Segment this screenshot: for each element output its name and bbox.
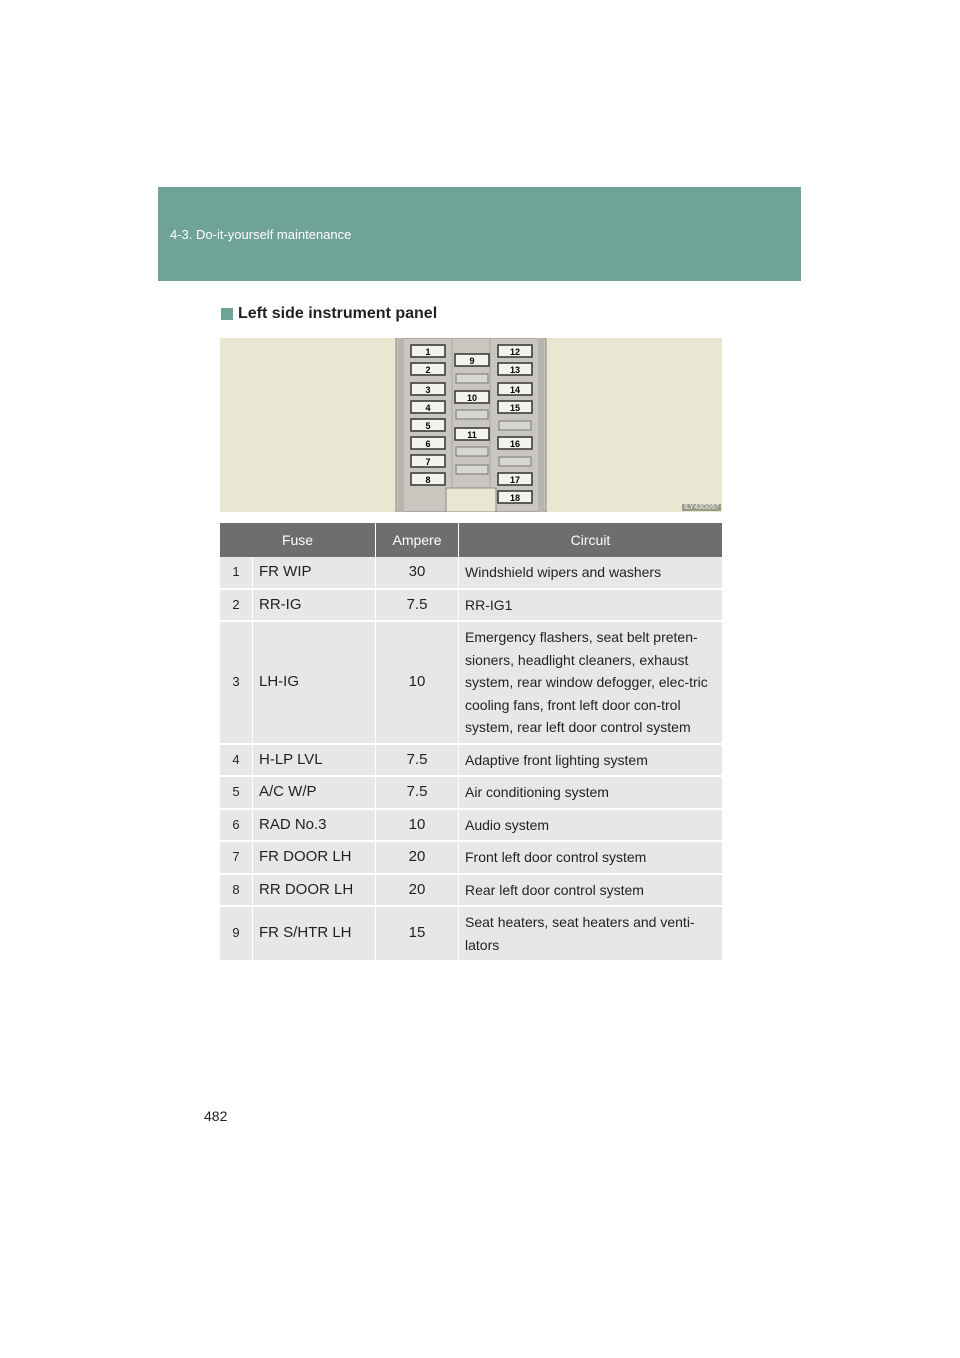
fuse-ampere: 10	[376, 809, 459, 842]
svg-text:6: 6	[425, 439, 431, 449]
fuse-circuit: Seat heaters, seat heaters and venti-lators	[459, 906, 723, 961]
fuse-number: 2	[220, 589, 253, 622]
fuse-name: FR WIP	[253, 557, 376, 589]
fuse-box-figure	[220, 338, 722, 512]
fuse-slot-13	[498, 363, 532, 375]
fuse-number: 9	[220, 906, 253, 961]
svg-text:13: 13	[509, 365, 521, 375]
fuse-circuit: Emergency flashers, seat belt preten-sioners, headlight cleaners, exhaust system, rear window defogger, elec-tric cooling fans, front left door con-trol system, rear left door control system	[459, 621, 723, 744]
section-title: 4-3. Do-it-yourself maintenance	[170, 227, 352, 242]
fuse-slot-14	[498, 383, 532, 395]
svg-text:7: 7	[425, 457, 431, 467]
empty-slot	[456, 447, 488, 456]
empty-slot	[456, 374, 488, 383]
fuse-circuit: Adaptive front lighting system	[459, 744, 723, 777]
fuse-name: FR DOOR LH	[253, 841, 376, 874]
svg-text:14: 14	[509, 385, 521, 395]
heading-square-icon	[221, 308, 233, 320]
fuse-circuit: Rear left door control system	[459, 874, 723, 907]
fuse-slot-11	[455, 428, 489, 440]
svg-text:18: 18	[509, 493, 521, 503]
table-row	[220, 744, 722, 777]
fuse-number: 3	[220, 621, 253, 744]
fuse-ampere: 7.5	[376, 589, 459, 622]
table-row	[220, 589, 722, 622]
empty-slot	[456, 410, 488, 419]
fuse-slot-10	[455, 391, 489, 403]
page-number: 482	[204, 1108, 228, 1124]
header-band	[158, 187, 801, 281]
fuse-slot-4	[411, 401, 445, 413]
fuse-number: 1	[220, 557, 253, 589]
svg-text:15: 15	[509, 403, 521, 413]
svg-text:11: 11	[467, 430, 477, 440]
fuse-name: RAD No.3	[253, 809, 376, 842]
fuse-name: H-LP LVL	[253, 744, 376, 777]
fuse-number: 7	[220, 841, 253, 874]
fuse-number: 8	[220, 874, 253, 907]
fuse-box-diagram	[220, 338, 722, 512]
fuse-number: 6	[220, 809, 253, 842]
fuse-slot-8	[411, 473, 445, 485]
svg-text:10: 10	[466, 393, 478, 403]
table-row	[220, 906, 722, 961]
svg-text:1: 1	[425, 347, 431, 357]
svg-text:3: 3	[425, 385, 431, 395]
fuse-slot-15	[498, 401, 532, 413]
fuse-ampere: 7.5	[376, 744, 459, 777]
table-row	[220, 776, 722, 809]
fuse-ampere: 10	[376, 621, 459, 744]
svg-text:5: 5	[425, 421, 431, 431]
fuse-name: LH-IG	[253, 621, 376, 744]
fuse-circuit: Front left door control system	[459, 841, 723, 874]
fuse-slot-6	[411, 437, 445, 449]
fuse-number: 4	[220, 744, 253, 777]
svg-text:9: 9	[469, 356, 475, 366]
fuse-slot-17	[498, 473, 532, 485]
fuse-circuit: Air conditioning system	[459, 776, 723, 809]
svg-text:4: 4	[425, 403, 431, 413]
fuse-name: RR-IG	[253, 589, 376, 622]
svg-text:17: 17	[509, 475, 521, 485]
fuse-name: A/C W/P	[253, 776, 376, 809]
svg-text:2: 2	[425, 365, 431, 375]
col-header-circuit: Circuit	[459, 523, 723, 557]
table-row	[220, 621, 722, 744]
fuse-slot-16	[498, 437, 532, 449]
table-row	[220, 557, 722, 589]
fuse-circuit: Audio system	[459, 809, 723, 842]
empty-slot	[456, 465, 488, 474]
fuse-slot-1	[411, 345, 445, 357]
fuse-slot-9	[455, 354, 489, 366]
fuse-circuit: Windshield wipers and washers	[459, 557, 723, 589]
fuse-slot-12	[498, 345, 532, 357]
table-row	[220, 874, 722, 907]
svg-text:12: 12	[509, 347, 521, 357]
fuse-name: FR S/HTR LH	[253, 906, 376, 961]
fuse-ampere: 15	[376, 906, 459, 961]
fuse-slot-2	[411, 363, 445, 375]
col-header-ampere: Ampere	[376, 523, 459, 557]
fuse-circuit: RR-IG1	[459, 589, 723, 622]
empty-slot	[499, 421, 531, 430]
table-header-row	[220, 523, 722, 557]
fuse-number: 5	[220, 776, 253, 809]
figure-code: ILY43G057	[684, 504, 719, 511]
fuse-ampere: 20	[376, 874, 459, 907]
fuse-ampere: 20	[376, 841, 459, 874]
table-row	[220, 841, 722, 874]
heading-text: Left side instrument panel	[238, 305, 438, 322]
fuse-ampere: 7.5	[376, 776, 459, 809]
table-row	[220, 809, 722, 842]
svg-text:8: 8	[425, 475, 431, 485]
fuse-slot-7	[411, 455, 445, 467]
fuse-name: RR DOOR LH	[253, 874, 376, 907]
fuse-table	[220, 523, 722, 962]
col-header-fuse: Fuse	[220, 523, 376, 557]
fuse-slot-3	[411, 383, 445, 395]
subsection-heading	[221, 305, 437, 323]
svg-text:16: 16	[509, 439, 521, 449]
fuse-slot-18	[498, 491, 532, 503]
fuse-slot-5	[411, 419, 445, 431]
empty-slot	[499, 457, 531, 466]
fuse-ampere: 30	[376, 557, 459, 589]
